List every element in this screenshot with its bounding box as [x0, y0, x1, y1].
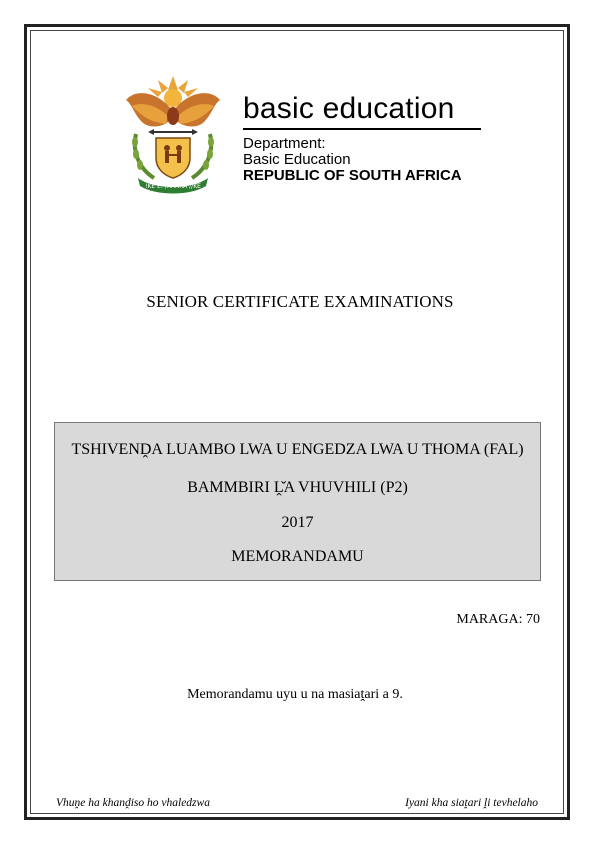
- page-count-note: Memorandamu uyu u na masiaṱari a 9.: [187, 687, 403, 702]
- document-type: MEMORANDAMU: [231, 548, 364, 565]
- coat-of-arms-logo: [118, 70, 228, 195]
- crest-motto: !KE E: /XARRA //KE: [145, 183, 201, 190]
- brand-underline: [243, 128, 481, 130]
- subject-name: TSHIVENḒA LUAMBO LWA U ENGEDZA LWA U THOMA (FAL): [71, 441, 524, 458]
- brand-department-label: Department:: [243, 135, 326, 152]
- brand-country: REPUBLIC OF SOUTH AFRICA: [243, 167, 462, 184]
- total-marks: MARAGA: 70: [456, 612, 540, 627]
- subject-title-box: [54, 422, 541, 581]
- footer-turn-over: Iyani kha siaṱari ḽi tevhelaho: [405, 797, 538, 809]
- footer-copyright: Vhuṋe ha khanḓiso ho vhaledzwa: [56, 797, 210, 809]
- brand-department-name: Basic Education: [243, 151, 351, 168]
- brand-title: basic education: [243, 92, 455, 125]
- exam-year: 2017: [281, 514, 314, 531]
- paper-number: BAMMBIRI Ḽ̌A VHUVHILI (P2): [187, 479, 408, 496]
- exam-heading: SENIOR CERTIFICATE EXAMINATIONS: [146, 292, 454, 311]
